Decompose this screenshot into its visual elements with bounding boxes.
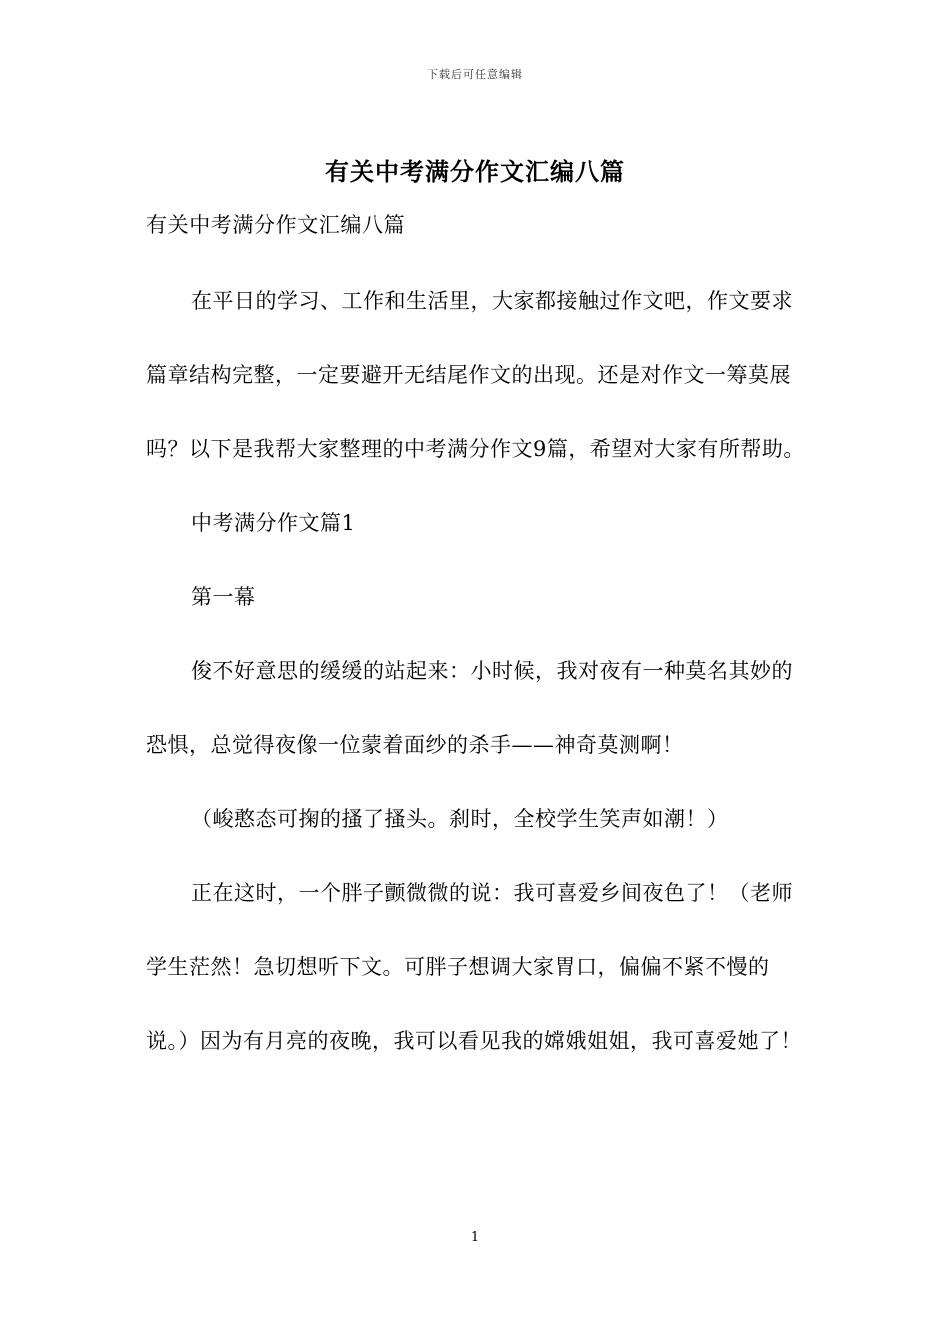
- header-note: 下载后可任意编辑: [427, 68, 523, 81]
- document-title: 有关中考满分作文汇编八篇: [325, 157, 625, 186]
- paragraph-section-heading: 中考满分作文篇1: [191, 511, 356, 535]
- paragraph-act-heading: 第一幕: [191, 585, 256, 609]
- body-text: [146, 264, 808, 1078]
- document-subtitle: 有关中考满分作文汇编八篇: [146, 213, 406, 237]
- paragraph-intro: 在平日的学习、工作和生活里，大家都接触过作文吧，作文要求篇章结构完整，一定要避开无结尾作文的出现。还是对作文一筹莫展吗？以下是我帮大家整理的中考满分作文9篇，希望对大家有所帮助。: [146, 289, 805, 461]
- page-number: 1: [470, 1230, 480, 1245]
- paragraph-body-2: （峻憨态可掬的搔了搔头。刹时，全校学生笑声如潮！）: [191, 807, 729, 831]
- paragraph-body-3: 正在这时，一个胖子颤微微的说：我可喜爱乡间夜色了！（老师学生茫然！急切想听下文。可胖子想调大家胃口，偏偏不紧不慢的说。）因为有月亮的夜晚，我可以看见我的嫦娥姐姐，我可喜爱她了！: [146, 881, 802, 1053]
- paragraph-body-1: 俊不好意思的缓缓的站起来：小时候，我对夜有一种莫名其妙的恐惧，总觉得夜像一位蒙着面纱的杀手——神奇莫测啊！: [146, 659, 793, 757]
